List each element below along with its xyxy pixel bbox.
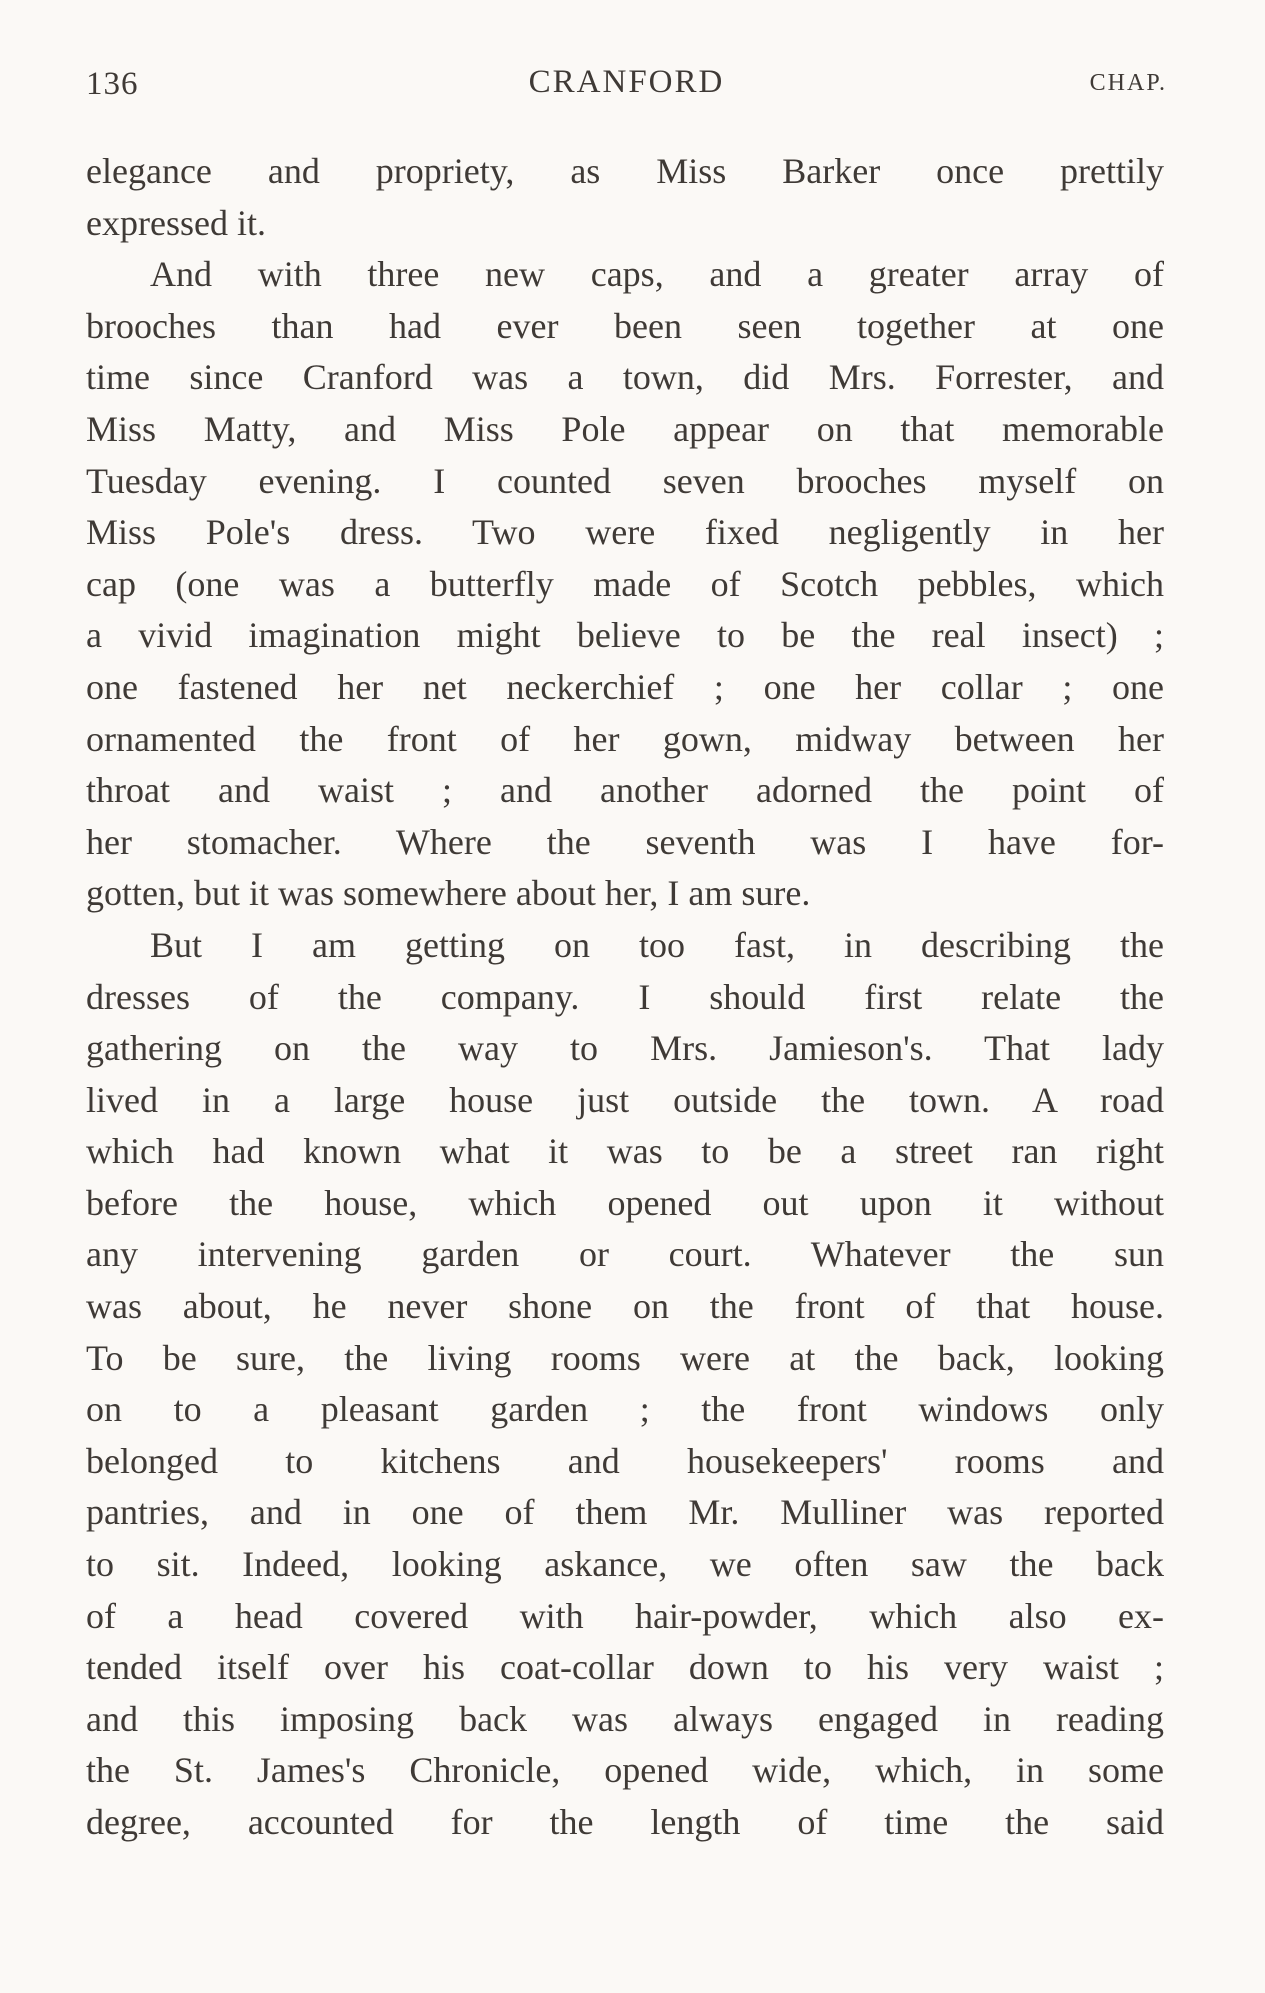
text-line: lived in a large house just outside the town. A road [86,1079,1164,1120]
text-line: Tuesday evening. I counted seven brooches myself on [86,460,1164,501]
text-line: which had known what it was to be a street ran right [86,1131,1164,1172]
text-line: her stomacher. Where the seventh was I have for- [86,821,1164,862]
running-title: CRANFORD [528,64,725,100]
text-line: tended itself over his coat-collar down to his very waist ; [86,1647,1164,1688]
text-line: time since Cranford was a town, did Mrs. Forrester, and [86,357,1164,398]
text-line: of a head covered with hair-powder, which also ex- [86,1595,1164,1636]
text-line: belonged to kitchens and housekeepers' rooms and [86,1440,1164,1481]
chapter-label: CHAP. [1089,70,1167,96]
text-line: Miss Pole's dress. Two were fixed negligently in her [86,512,1164,553]
page-header [86,62,1167,112]
text-line: And with three new caps, and a greater array of [150,254,1164,295]
text-line: and this imposing back was always engaged in reading [86,1698,1164,1739]
text-line: gotten, but it was somewhere about her, I am sure. [86,873,811,914]
page-number: 136 [86,66,139,102]
body-text [86,146,1164,1849]
text-line: elegance and propriety, as Miss Barker once prettily [86,151,1164,191]
text-line: But I am getting on too fast, in describing the [150,924,1164,965]
text-line: on to a pleasant garden ; the front windows only [86,1389,1164,1430]
text-line: before the house, which opened out upon it without [86,1182,1164,1223]
text-line: Miss Matty, and Miss Pole appear on that memorable [86,408,1164,449]
text-line: pantries, and in one of them Mr. Mulliner was reported [86,1492,1164,1533]
text-line: was about, he never shone on the front of that house. [86,1286,1164,1327]
text-line: the St. James's Chronicle, opened wide, which, in some [86,1750,1164,1791]
text-line: a vivid imagination might believe to be the real insect) ; [86,615,1164,656]
text-line: degree, accounted for the length of time the said [86,1802,1164,1842]
text-line: throat and waist ; and another adorned the point of [86,770,1164,811]
text-line: brooches than had ever been seen together at one [86,305,1164,346]
text-line: To be sure, the living rooms were at the back, looking [86,1337,1164,1378]
text-line: any intervening garden or court. Whatever the sun [86,1234,1164,1275]
text-line: cap (one was a butterfly made of Scotch pebbles, which [86,563,1164,604]
text-line: gathering on the way to Mrs. Jamieson's. That lady [86,1028,1164,1069]
text-line: expressed it. [86,202,266,243]
text-line: ornamented the front of her gown, midway between her [86,718,1164,759]
text-line: dresses of the company. I should first relate the [86,976,1164,1017]
text-line: to sit. Indeed, looking askance, we often saw the back [86,1544,1164,1585]
text-line: one fastened her net neckerchief ; one her collar ; one [86,666,1164,707]
